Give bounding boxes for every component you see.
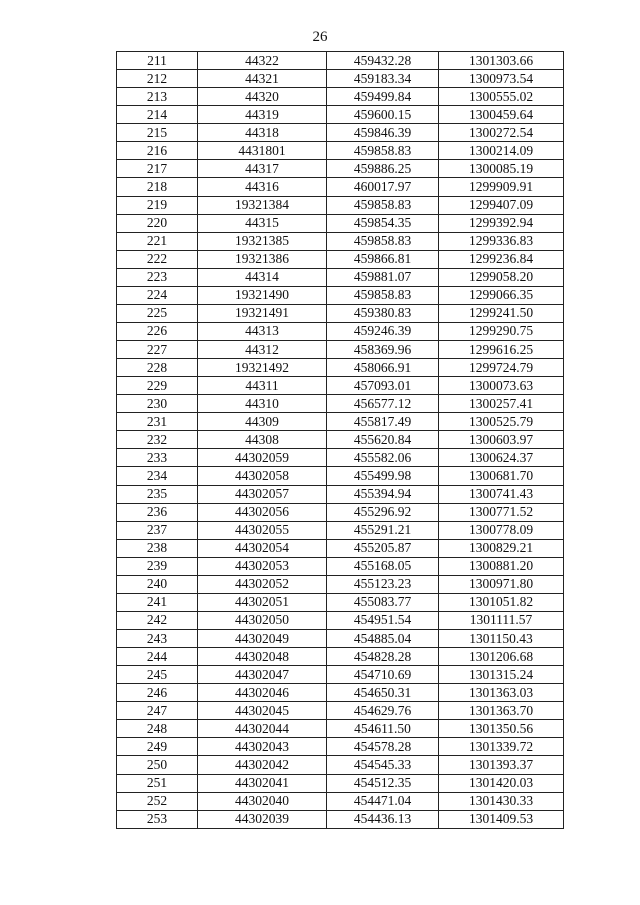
table-row (117, 341, 564, 359)
x-coordinate-cell: 455083.77 (327, 593, 439, 611)
y-coordinate-cell: 1301420.03 (439, 774, 564, 792)
point-id-cell: 44310 (198, 395, 327, 413)
point-id-cell: 44318 (198, 124, 327, 142)
x-coordinate-cell: 454471.04 (327, 792, 439, 810)
y-coordinate-cell: 1301363.03 (439, 684, 564, 702)
y-coordinate-cell: 1300741.43 (439, 485, 564, 503)
y-coordinate-cell: 1300881.20 (439, 557, 564, 575)
table-row (117, 395, 564, 413)
row-number-cell: 248 (117, 720, 198, 738)
table-row (117, 449, 564, 467)
row-number-cell: 245 (117, 666, 198, 684)
table-row (117, 756, 564, 774)
y-coordinate-cell: 1301315.24 (439, 666, 564, 684)
point-id-cell: 44302059 (198, 449, 327, 467)
table-row (117, 304, 564, 322)
point-id-cell: 44302053 (198, 557, 327, 575)
row-number-cell: 227 (117, 341, 198, 359)
point-id-cell: 44302057 (198, 485, 327, 503)
point-id-cell: 44316 (198, 178, 327, 196)
point-id-cell: 44311 (198, 377, 327, 395)
point-id-cell: 44302049 (198, 630, 327, 648)
row-number-cell: 217 (117, 160, 198, 178)
row-number-cell: 216 (117, 142, 198, 160)
row-number-cell: 222 (117, 250, 198, 268)
x-coordinate-cell: 455205.87 (327, 539, 439, 557)
x-coordinate-cell: 458369.96 (327, 341, 439, 359)
table-row (117, 52, 564, 70)
x-coordinate-cell: 459854.35 (327, 214, 439, 232)
x-coordinate-cell: 459846.39 (327, 124, 439, 142)
point-id-cell: 19321490 (198, 286, 327, 304)
y-coordinate-cell: 1300973.54 (439, 70, 564, 88)
row-number-cell: 244 (117, 648, 198, 666)
y-coordinate-cell: 1299236.84 (439, 250, 564, 268)
table-row (117, 268, 564, 286)
x-coordinate-cell: 459380.83 (327, 304, 439, 322)
table-row (117, 70, 564, 88)
y-coordinate-cell: 1299336.83 (439, 232, 564, 250)
y-coordinate-cell: 1300555.02 (439, 88, 564, 106)
point-id-cell: 44302051 (198, 593, 327, 611)
y-coordinate-cell: 1300257.41 (439, 395, 564, 413)
y-coordinate-cell: 1301206.68 (439, 648, 564, 666)
table-row (117, 630, 564, 648)
row-number-cell: 253 (117, 810, 198, 828)
row-number-cell: 211 (117, 52, 198, 70)
x-coordinate-cell: 454650.31 (327, 684, 439, 702)
y-coordinate-cell: 1301051.82 (439, 593, 564, 611)
point-id-cell: 44302050 (198, 611, 327, 629)
point-id-cell: 44302048 (198, 648, 327, 666)
row-number-cell: 233 (117, 449, 198, 467)
x-coordinate-cell: 459432.28 (327, 52, 439, 70)
x-coordinate-cell: 459881.07 (327, 268, 439, 286)
y-coordinate-cell: 1301303.66 (439, 52, 564, 70)
row-number-cell: 220 (117, 214, 198, 232)
point-id-cell: 44302040 (198, 792, 327, 810)
table-row (117, 232, 564, 250)
row-number-cell: 231 (117, 413, 198, 431)
point-id-cell: 44302056 (198, 503, 327, 521)
y-coordinate-cell: 1300073.63 (439, 377, 564, 395)
table-row (117, 593, 564, 611)
x-coordinate-cell: 459600.15 (327, 106, 439, 124)
point-id-cell: 44302044 (198, 720, 327, 738)
row-number-cell: 230 (117, 395, 198, 413)
x-coordinate-cell: 459886.25 (327, 160, 439, 178)
point-id-cell: 44302047 (198, 666, 327, 684)
x-coordinate-cell: 455499.98 (327, 467, 439, 485)
row-number-cell: 243 (117, 630, 198, 648)
point-id-cell: 44302046 (198, 684, 327, 702)
y-coordinate-cell: 1300971.80 (439, 575, 564, 593)
x-coordinate-cell: 454578.28 (327, 738, 439, 756)
x-coordinate-cell: 454436.13 (327, 810, 439, 828)
y-coordinate-cell: 1300459.64 (439, 106, 564, 124)
x-coordinate-cell: 455123.23 (327, 575, 439, 593)
table-row (117, 648, 564, 666)
table-row (117, 720, 564, 738)
table-row (117, 485, 564, 503)
row-number-cell: 235 (117, 485, 198, 503)
row-number-cell: 232 (117, 431, 198, 449)
point-id-cell: 44315 (198, 214, 327, 232)
x-coordinate-cell: 455620.84 (327, 431, 439, 449)
table-row (117, 160, 564, 178)
row-number-cell: 247 (117, 702, 198, 720)
point-id-cell: 19321386 (198, 250, 327, 268)
row-number-cell: 241 (117, 593, 198, 611)
x-coordinate-cell: 459858.83 (327, 232, 439, 250)
x-coordinate-cell: 459499.84 (327, 88, 439, 106)
y-coordinate-cell: 1300085.19 (439, 160, 564, 178)
x-coordinate-cell: 457093.01 (327, 377, 439, 395)
x-coordinate-cell: 459183.34 (327, 70, 439, 88)
point-id-cell: 44314 (198, 268, 327, 286)
x-coordinate-cell: 455296.92 (327, 503, 439, 521)
row-number-cell: 228 (117, 359, 198, 377)
y-coordinate-cell: 1300681.70 (439, 467, 564, 485)
y-coordinate-cell: 1299909.91 (439, 178, 564, 196)
y-coordinate-cell: 1299724.79 (439, 359, 564, 377)
table-row (117, 196, 564, 214)
y-coordinate-cell: 1301339.72 (439, 738, 564, 756)
row-number-cell: 212 (117, 70, 198, 88)
point-id-cell: 44308 (198, 431, 327, 449)
point-id-cell: 44317 (198, 160, 327, 178)
y-coordinate-cell: 1299407.09 (439, 196, 564, 214)
y-coordinate-cell: 1301150.43 (439, 630, 564, 648)
table-row (117, 467, 564, 485)
row-number-cell: 242 (117, 611, 198, 629)
point-id-cell: 44322 (198, 52, 327, 70)
point-id-cell: 44320 (198, 88, 327, 106)
point-id-cell: 44302045 (198, 702, 327, 720)
table-row (117, 684, 564, 702)
x-coordinate-cell: 456577.12 (327, 395, 439, 413)
point-id-cell: 4431801 (198, 142, 327, 160)
table-row (117, 792, 564, 810)
x-coordinate-cell: 459858.83 (327, 196, 439, 214)
y-coordinate-cell: 1301393.37 (439, 756, 564, 774)
row-number-cell: 251 (117, 774, 198, 792)
y-coordinate-cell: 1300829.21 (439, 539, 564, 557)
x-coordinate-cell: 455394.94 (327, 485, 439, 503)
row-number-cell: 246 (117, 684, 198, 702)
point-id-cell: 44302043 (198, 738, 327, 756)
x-coordinate-cell: 455291.21 (327, 521, 439, 539)
point-id-cell: 44312 (198, 341, 327, 359)
y-coordinate-cell: 1299616.25 (439, 341, 564, 359)
x-coordinate-cell: 454629.76 (327, 702, 439, 720)
point-id-cell: 44321 (198, 70, 327, 88)
x-coordinate-cell: 455817.49 (327, 413, 439, 431)
row-number-cell: 249 (117, 738, 198, 756)
y-coordinate-cell: 1299066.35 (439, 286, 564, 304)
point-id-cell: 44302055 (198, 521, 327, 539)
table-row (117, 124, 564, 142)
point-id-cell: 44302058 (198, 467, 327, 485)
table-row (117, 557, 564, 575)
x-coordinate-cell: 460017.97 (327, 178, 439, 196)
y-coordinate-cell: 1299392.94 (439, 214, 564, 232)
y-coordinate-cell: 1301430.33 (439, 792, 564, 810)
row-number-cell: 240 (117, 575, 198, 593)
row-number-cell: 236 (117, 503, 198, 521)
table-row (117, 575, 564, 593)
point-id-cell: 19321385 (198, 232, 327, 250)
table-row (117, 431, 564, 449)
row-number-cell: 252 (117, 792, 198, 810)
row-number-cell: 234 (117, 467, 198, 485)
x-coordinate-cell: 459866.81 (327, 250, 439, 268)
row-number-cell: 238 (117, 539, 198, 557)
point-id-cell: 44313 (198, 322, 327, 340)
y-coordinate-cell: 1300624.37 (439, 449, 564, 467)
x-coordinate-cell: 454545.33 (327, 756, 439, 774)
table-row (117, 702, 564, 720)
x-coordinate-cell: 455168.05 (327, 557, 439, 575)
point-id-cell: 44302042 (198, 756, 327, 774)
y-coordinate-cell: 1300778.09 (439, 521, 564, 539)
table-row (117, 774, 564, 792)
table-row (117, 377, 564, 395)
table-row (117, 810, 564, 828)
x-coordinate-cell: 459858.83 (327, 142, 439, 160)
point-id-cell: 44302039 (198, 810, 327, 828)
point-id-cell: 44302054 (198, 539, 327, 557)
y-coordinate-cell: 1299058.20 (439, 268, 564, 286)
x-coordinate-cell: 454951.54 (327, 611, 439, 629)
table-row (117, 214, 564, 232)
table-row (117, 142, 564, 160)
table-row (117, 322, 564, 340)
row-number-cell: 224 (117, 286, 198, 304)
point-id-cell: 44319 (198, 106, 327, 124)
coordinates-table-body (117, 52, 564, 829)
row-number-cell: 223 (117, 268, 198, 286)
table-row (117, 611, 564, 629)
point-id-cell: 19321384 (198, 196, 327, 214)
y-coordinate-cell: 1299241.50 (439, 304, 564, 322)
table-row (117, 413, 564, 431)
x-coordinate-cell: 454710.69 (327, 666, 439, 684)
x-coordinate-cell: 454885.04 (327, 630, 439, 648)
x-coordinate-cell: 455582.06 (327, 449, 439, 467)
y-coordinate-cell: 1301350.56 (439, 720, 564, 738)
row-number-cell: 226 (117, 322, 198, 340)
table-row (117, 539, 564, 557)
row-number-cell: 237 (117, 521, 198, 539)
row-number-cell: 218 (117, 178, 198, 196)
y-coordinate-cell: 1300525.79 (439, 413, 564, 431)
x-coordinate-cell: 454512.35 (327, 774, 439, 792)
y-coordinate-cell: 1300214.09 (439, 142, 564, 160)
x-coordinate-cell: 454828.28 (327, 648, 439, 666)
row-number-cell: 215 (117, 124, 198, 142)
table-row (117, 503, 564, 521)
point-id-cell: 44309 (198, 413, 327, 431)
table-row (117, 106, 564, 124)
x-coordinate-cell: 454611.50 (327, 720, 439, 738)
table-row (117, 359, 564, 377)
page-number: 26 (312, 29, 328, 45)
x-coordinate-cell: 459246.39 (327, 322, 439, 340)
row-number-cell: 225 (117, 304, 198, 322)
row-number-cell: 229 (117, 377, 198, 395)
y-coordinate-cell: 1300771.52 (439, 503, 564, 521)
point-id-cell: 44302052 (198, 575, 327, 593)
point-id-cell: 19321492 (198, 359, 327, 377)
row-number-cell: 213 (117, 88, 198, 106)
table-row (117, 738, 564, 756)
row-number-cell: 219 (117, 196, 198, 214)
table-row (117, 521, 564, 539)
table-row (117, 286, 564, 304)
x-coordinate-cell: 459858.83 (327, 286, 439, 304)
row-number-cell: 214 (117, 106, 198, 124)
row-number-cell: 250 (117, 756, 198, 774)
y-coordinate-cell: 1301363.70 (439, 702, 564, 720)
row-number-cell: 239 (117, 557, 198, 575)
table-row (117, 250, 564, 268)
row-number-cell: 221 (117, 232, 198, 250)
table-row (117, 88, 564, 106)
table-row (117, 666, 564, 684)
y-coordinate-cell: 1301409.53 (439, 810, 564, 828)
coordinates-table (116, 51, 564, 829)
table-row (117, 178, 564, 196)
y-coordinate-cell: 1300272.54 (439, 124, 564, 142)
point-id-cell: 44302041 (198, 774, 327, 792)
y-coordinate-cell: 1301111.57 (439, 611, 564, 629)
point-id-cell: 19321491 (198, 304, 327, 322)
x-coordinate-cell: 458066.91 (327, 359, 439, 377)
y-coordinate-cell: 1300603.97 (439, 431, 564, 449)
y-coordinate-cell: 1299290.75 (439, 322, 564, 340)
